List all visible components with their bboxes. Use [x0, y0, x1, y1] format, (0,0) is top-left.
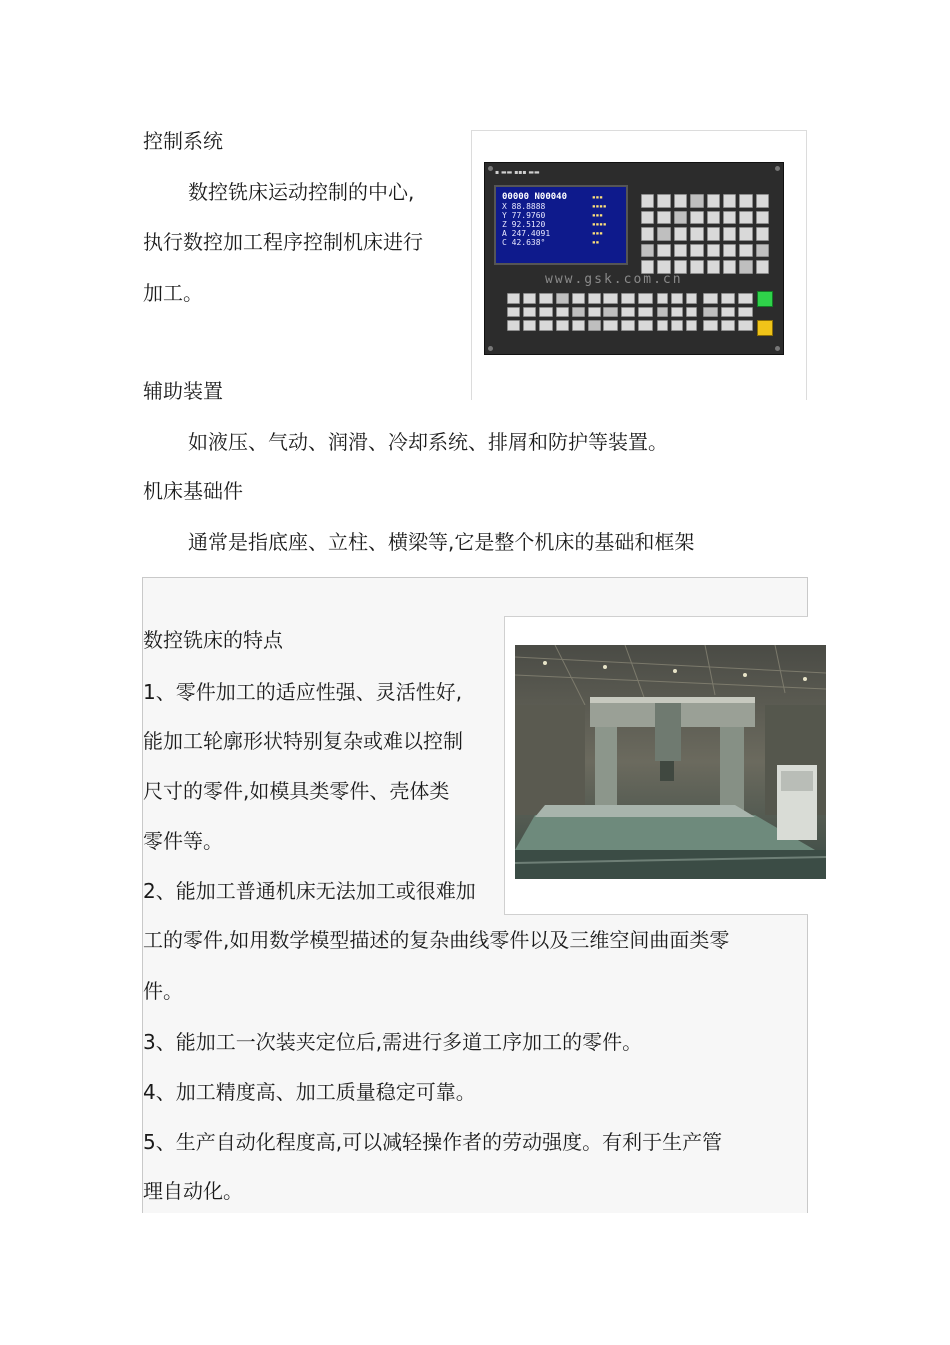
control-system-body-line: 数控铣床运动控制的中心, [188, 180, 415, 204]
panel-key [588, 307, 601, 318]
panel-key [723, 194, 736, 208]
gantry-milling-machine-photo [515, 645, 826, 879]
panel-key [556, 293, 569, 304]
cnc-keypad-mode [603, 293, 653, 331]
cnc-keypad-function [507, 293, 601, 331]
panel-key [638, 307, 653, 318]
panel-key [703, 307, 718, 318]
panel-key [641, 194, 654, 208]
panel-key [723, 211, 736, 225]
feature-line: 4、加工精度高、加工质量稳定可靠。 [143, 1080, 476, 1104]
panel-key [638, 320, 653, 331]
panel-key [588, 320, 601, 331]
control-system-heading: 控制系统 [143, 129, 223, 153]
panel-key [707, 227, 720, 241]
panel-key [507, 320, 520, 331]
control-system-body-line: 执行数控加工程序控制机床进行 [143, 230, 423, 254]
panel-key [739, 194, 752, 208]
panel-key [603, 320, 618, 331]
panel-key [703, 293, 718, 304]
features-heading: 数控铣床的特点 [143, 628, 283, 652]
screen-line: Y 77.9760 [502, 211, 546, 220]
feature-line: 能加工轮廓形状特别复杂或难以控制 [143, 729, 463, 753]
panel-key [572, 307, 585, 318]
screw-icon [488, 166, 493, 171]
panel-key [756, 211, 769, 225]
panel-key [621, 320, 636, 331]
panel-key [657, 227, 670, 241]
panel-key [572, 320, 585, 331]
panel-key [703, 320, 718, 331]
cnc-keypad-axis [703, 293, 753, 331]
cycle-start-button [757, 291, 773, 307]
panel-key [603, 293, 618, 304]
panel-key [690, 244, 703, 258]
feature-line: 3、能加工一次装夹定位后,需进行多道工序加工的零件。 [143, 1030, 643, 1054]
screen-line: Z 92.5120 [502, 220, 546, 229]
panel-key [641, 211, 654, 225]
panel-key [721, 307, 736, 318]
panel-key [674, 194, 687, 208]
panel-key [539, 293, 552, 304]
panel-key [657, 307, 668, 318]
panel-key [738, 293, 753, 304]
feature-line: 件。 [143, 979, 183, 1003]
panel-key [739, 227, 752, 241]
panel-key [756, 227, 769, 241]
panel-key [707, 260, 720, 274]
panel-key [707, 211, 720, 225]
panel-key [690, 194, 703, 208]
panel-key [657, 293, 668, 304]
panel-key [738, 320, 753, 331]
panel-key [671, 293, 682, 304]
panel-key [641, 244, 654, 258]
control-system-body-line: 加工。 [143, 281, 203, 305]
panel-key [507, 307, 520, 318]
panel-key [523, 307, 536, 318]
cnc-keypad-jog [657, 293, 697, 331]
panel-key [657, 194, 670, 208]
panel-key [671, 307, 682, 318]
panel-key [603, 307, 618, 318]
auxiliary-heading: 辅助装置 [143, 379, 223, 403]
screen-side-readout: ▪▪▪ ▪▪▪▪ ▪▪▪ ▪▪▪▪ ▪▪▪ ▪▪ [592, 194, 607, 246]
screen-line: C 42.638° [502, 238, 546, 247]
panel-key [657, 211, 670, 225]
panel-key [523, 320, 536, 331]
panel-key [723, 260, 736, 274]
panel-key [707, 244, 720, 258]
panel-key [723, 227, 736, 241]
panel-key [539, 320, 552, 331]
feature-line: 工的零件,如用数学模型描述的复杂曲线零件以及三维空间曲面类零 [143, 928, 730, 952]
panel-key [739, 260, 752, 274]
panel-key [556, 320, 569, 331]
auxiliary-body: 如液压、气动、润滑、冷却系统、排屑和防护等装置。 [188, 430, 668, 454]
panel-key [572, 293, 585, 304]
panel-key [657, 320, 668, 331]
panel-key [723, 244, 736, 258]
panel-key [756, 244, 769, 258]
panel-key [721, 293, 736, 304]
screen-line: A 247.4091 [502, 229, 551, 238]
panel-key [707, 194, 720, 208]
cnc-control-panel-image [484, 162, 784, 355]
panel-watermark: www.gsk.com.cn [545, 272, 683, 287]
panel-key [657, 244, 670, 258]
panel-key [756, 260, 769, 274]
panel-key [739, 244, 752, 258]
panel-key [686, 320, 697, 331]
panel-key [690, 227, 703, 241]
cnc-keypad-main [641, 194, 769, 274]
screw-icon [775, 166, 780, 171]
feature-line: 零件等。 [143, 829, 223, 853]
panel-key [686, 307, 697, 318]
panel-key [739, 211, 752, 225]
feature-line: 2、能加工普通机床无法加工或很难加 [143, 879, 476, 903]
cnc-screen [494, 185, 628, 265]
panel-key [523, 293, 536, 304]
panel-brand-strip: ▪ ▬▬ ▪▪▪ ▬▬ [495, 169, 540, 176]
panel-key [621, 293, 636, 304]
screw-icon [775, 346, 780, 351]
panel-key [507, 293, 520, 304]
base-parts-body: 通常是指底座、立柱、横梁等,它是整个机床的基础和框架 [188, 530, 695, 554]
panel-key [588, 293, 601, 304]
screen-line: X 88.8888 [502, 202, 546, 211]
panel-key [738, 307, 753, 318]
feature-line: 理自动化。 [143, 1179, 243, 1203]
panel-key [539, 307, 552, 318]
panel-key [638, 293, 653, 304]
feed-hold-button [757, 320, 773, 336]
panel-key [690, 260, 703, 274]
screen-line: 00000 N00040 [502, 192, 568, 202]
panel-key [690, 211, 703, 225]
panel-key [686, 293, 697, 304]
feature-line: 1、零件加工的适应性强、灵活性好, [143, 680, 463, 704]
panel-key [674, 227, 687, 241]
panel-key [674, 211, 687, 225]
feature-line: 尺寸的零件,如模具类零件、壳体类 [143, 779, 450, 803]
panel-key [671, 320, 682, 331]
screw-icon [488, 346, 493, 351]
feature-line: 5、生产自动化程度高,可以减轻操作者的劳动强度。有利于生产管 [143, 1130, 723, 1154]
panel-key [756, 194, 769, 208]
panel-key [721, 320, 736, 331]
panel-key [621, 307, 636, 318]
panel-key [556, 307, 569, 318]
base-parts-heading: 机床基础件 [143, 479, 243, 503]
panel-key [641, 227, 654, 241]
panel-key [674, 244, 687, 258]
